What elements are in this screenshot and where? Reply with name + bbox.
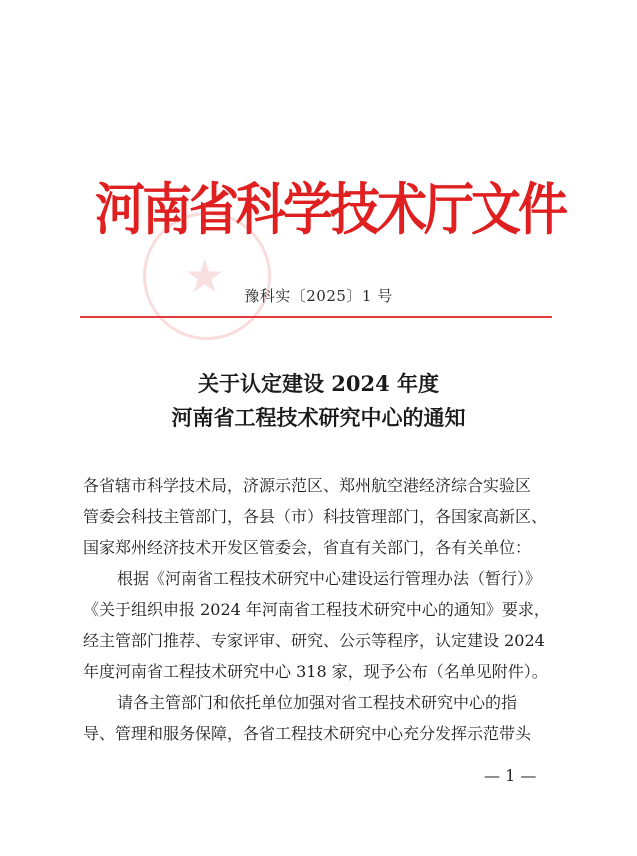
body-line: 根据《河南省工程技术研究中心建设运行管理办法（暂行）》	[117, 569, 542, 588]
body-line: 导、管理和服务保障，各省工程技术研究中心充分发挥示范带头	[83, 724, 532, 743]
notice-title	[0, 367, 637, 435]
body-line: 经主管部门推荐、专家评审、研究、公示等程序，认定建设 2024	[83, 631, 545, 650]
notice-title-line-1: 关于认定建设 2024 年度	[197, 371, 440, 396]
notice-title-line-2: 河南省工程技术研究中心的通知	[171, 405, 466, 430]
body-line: 请各主管部门和依托单位加强对省工程技术研究中心的指	[117, 693, 518, 712]
document-number: 豫科实〔2025〕1 号	[244, 287, 393, 305]
official-seal	[143, 212, 271, 340]
seal-star-icon: ★	[184, 249, 226, 303]
page-number: — 1 —	[484, 766, 537, 785]
body-line: 国家郑州经济技术开发区管委会，省直有关部门，各有关单位：	[83, 538, 532, 557]
document-header-title: 河南省科学技术厅文件	[95, 177, 565, 243]
body-line: 管委会科技主管部门，各县（市）科技管理部门，各国家高新区、	[83, 507, 548, 526]
notice-body	[83, 470, 561, 749]
body-line: 《关于组织申报 2024 年河南省工程技术研究中心的通知》要求，	[83, 600, 550, 619]
body-line: 年度河南省工程技术研究中心 318 家，现予公布（名单见附件）。	[83, 662, 548, 681]
body-line: 各省辖市科学技术局，济源示范区、郑州航空港经济综合实验区	[83, 476, 532, 495]
red-divider	[80, 316, 552, 318]
